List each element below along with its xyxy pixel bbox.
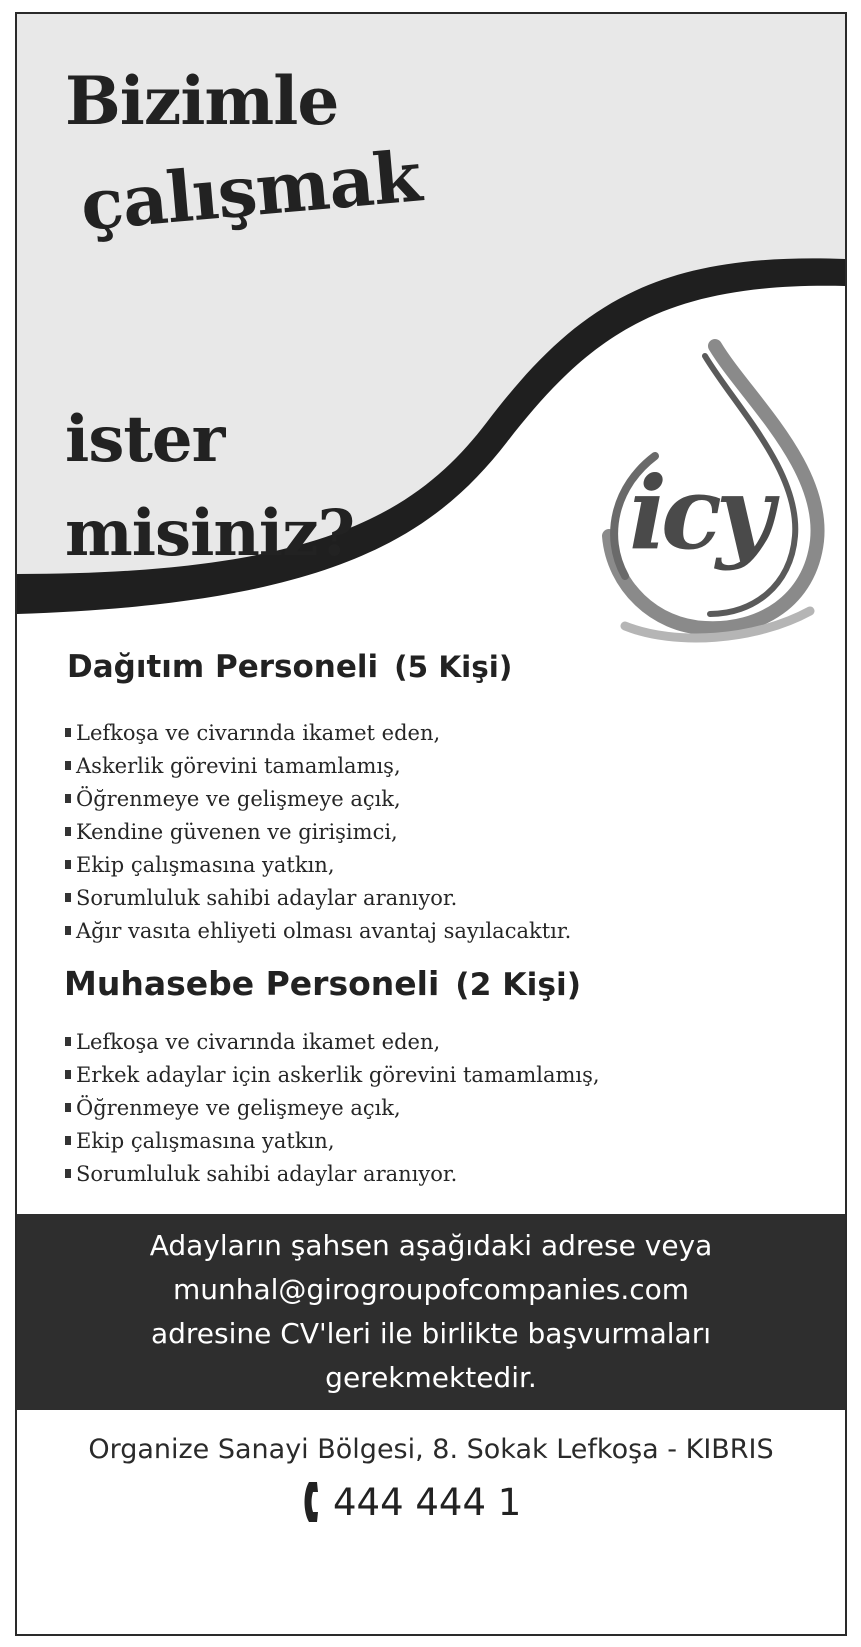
list-item: Ağır vasıta ehliyeti olması avantaj sayılacaktır. [65, 915, 571, 948]
list-item: Öğrenmeye ve gelişmeye açık, [65, 783, 571, 816]
list-item: Ekip çalışmasına yatkın, [65, 849, 571, 882]
job-advertisement [15, 12, 847, 1636]
headline-line-1: Bizimle [65, 62, 339, 140]
application-instructions-band [17, 1214, 845, 1410]
requirements-list-accounting [65, 1026, 600, 1191]
position-title: Dağıtım Personeli [67, 649, 379, 685]
list-item: Sorumluluk sahibi adaylar aranıyor. [65, 882, 571, 915]
position-title-accounting [64, 964, 581, 1003]
company-address: Organize Sanayi Bölgesi, 8. Sokak Lefkoşa - KIBRIS [88, 1434, 774, 1465]
apply-email: munhal@girogroupofcompanies.com [172, 1273, 690, 1306]
position-title-distribution [67, 649, 512, 685]
logo-wordmark: icy [629, 454, 768, 572]
phone-number-text: 444 444 1 [333, 1480, 522, 1524]
headline-line-3: ister [65, 402, 225, 477]
list-item: Askerlik görevini tamamlamış, [65, 750, 571, 783]
list-item: Öğrenmeye ve gelişmeye açık, [65, 1092, 600, 1125]
apply-line-3: adresine CV'leri ile birlikte başvurmaları [150, 1317, 712, 1350]
list-item: Sorumluluk sahibi adaylar aranıyor. [65, 1158, 600, 1191]
position-title: Muhasebe Personeli [64, 964, 440, 1003]
position-count: (2 Kişi) [455, 967, 582, 1003]
requirements-list-distribution [65, 717, 571, 948]
list-item: Ekip çalışmasına yatkın, [65, 1125, 600, 1158]
position-count: (5 Kişi) [394, 650, 513, 684]
headline-line-4: misiniz? [65, 496, 355, 571]
list-item: Erkek adaylar için askerlik görevini tamamlamış, [65, 1059, 600, 1092]
list-item: Kendine güvenen ve girişimci, [65, 816, 571, 849]
phone-number [301, 1480, 521, 1524]
headline-line-2: çalışmak [77, 134, 424, 247]
list-item: Lefkoşa ve civarında ikamet eden, [65, 717, 571, 750]
apply-line-4: gerekmektedir. [325, 1361, 537, 1394]
phone-handset-icon [301, 1480, 327, 1524]
apply-line-1: Adayların şahsen aşağıdaki adrese veya [149, 1229, 713, 1262]
list-item: Lefkoşa ve civarında ikamet eden, [65, 1026, 600, 1059]
